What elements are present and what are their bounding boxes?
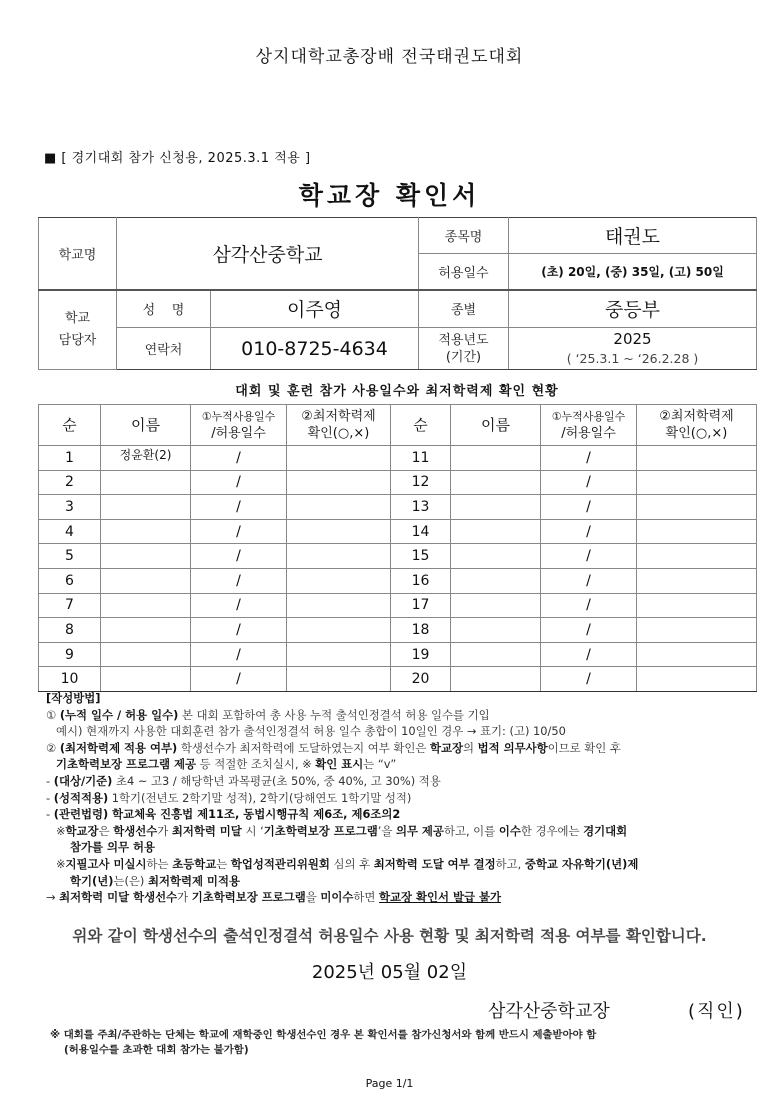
- issue-date: 2025년 05월 02일: [311, 962, 468, 983]
- person-name: 이주영: [211, 290, 419, 328]
- roster-row: [39, 642, 757, 667]
- roster-no: 12: [391, 470, 451, 495]
- name-label: 성 명: [117, 290, 211, 328]
- roster-no: 10: [39, 667, 101, 692]
- roster-min-check: [637, 470, 757, 495]
- roster-no: 9: [39, 642, 101, 667]
- roster-row: [39, 618, 757, 643]
- header-no: 순: [39, 405, 101, 446]
- roster-name: [101, 544, 191, 569]
- roster-no: 2: [39, 470, 101, 495]
- roster-row: [39, 470, 757, 495]
- roster-days: /: [541, 593, 637, 618]
- roster-min-check: [637, 667, 757, 692]
- roster-min-check: [637, 593, 757, 618]
- school-label: 학교명: [39, 218, 117, 290]
- roster-days: /: [541, 470, 637, 495]
- document-title: 학교장 확인서: [298, 181, 481, 210]
- roster-row: [39, 667, 757, 692]
- roster-days: /: [541, 667, 637, 692]
- roster-name: [451, 642, 541, 667]
- roster-name: [101, 667, 191, 692]
- instruction-note-1: ※학교장은 학생선수가 최저학력 미달 시 ‘기초학력보장 프로그램’을 의무 제공하고, 이를 이수한 경우에는 경기대회: [56, 823, 628, 838]
- roster-min-check: [287, 568, 391, 593]
- roster-name: [451, 519, 541, 544]
- header-name: 이름: [101, 405, 191, 446]
- roster-days: /: [191, 495, 287, 520]
- roster-no: 16: [391, 568, 451, 593]
- instruction-note-1-cont: 참가를 의무 허용: [70, 840, 155, 855]
- roster-header-row: [39, 405, 757, 446]
- roster-no: 13: [391, 495, 451, 520]
- roster-days: /: [541, 544, 637, 569]
- roster-days: /: [191, 642, 287, 667]
- person-label-line2: 담당자: [58, 332, 97, 348]
- roster-name: 정윤환(2): [101, 446, 191, 471]
- roster-no: 4: [39, 519, 101, 544]
- year-period: ( ‘25.3.1 ~ ‘26.2.28 ): [566, 350, 699, 366]
- roster-days: /: [191, 544, 287, 569]
- header-days-right: [541, 405, 637, 446]
- roster-no: 8: [39, 618, 101, 643]
- roster-no: 6: [39, 568, 101, 593]
- roster-name: [451, 593, 541, 618]
- roster-name: [101, 519, 191, 544]
- school-name: 삼각산중학교: [117, 218, 419, 290]
- roster-min-check: [637, 495, 757, 520]
- instruction-2-cont: 기초학력보장 프로그램 제공 등 적절한 조치실시, ※ 확인 표시는 “v”: [56, 757, 397, 772]
- roster-name: [451, 618, 541, 643]
- roster-name: [101, 618, 191, 643]
- person-label: [39, 290, 117, 370]
- roster-row: [39, 495, 757, 520]
- roster-name: [101, 642, 191, 667]
- roster-no: 19: [391, 642, 451, 667]
- roster-min-check: [637, 446, 757, 471]
- tournament-title: 상지대학교총장배 전국태권도대회: [255, 47, 524, 67]
- roster-days: /: [541, 618, 637, 643]
- roster-days: /: [541, 495, 637, 520]
- roster-days: /: [191, 519, 287, 544]
- roster-min-check: [287, 519, 391, 544]
- roster-name: [101, 495, 191, 520]
- roster-name: [451, 495, 541, 520]
- sport-label: 종목명: [419, 218, 509, 254]
- status-section-title: 대회 및 훈련 참가 사용일수와 최저학력제 확인 현황: [235, 384, 559, 399]
- instructions: [46, 690, 766, 906]
- instruction-1: ① (누적 일수 / 허용 일수) 본 대회 포함하여 총 사용 누적 출석인정결석 허용 일수를 기입: [46, 707, 490, 722]
- sport-name: 태권도: [509, 218, 757, 254]
- roster-min-check: [637, 618, 757, 643]
- roster-name: [101, 593, 191, 618]
- header-min-line1: ②최저학력제: [301, 409, 376, 424]
- footnote: [50, 1028, 760, 1058]
- roster-name: [101, 470, 191, 495]
- roster-no: 18: [391, 618, 451, 643]
- roster-min-check: [287, 618, 391, 643]
- roster-days: /: [191, 568, 287, 593]
- roster-no: 1: [39, 446, 101, 471]
- roster-row: [39, 544, 757, 569]
- year-label-line1: 적용년도: [438, 332, 489, 348]
- roster-days: /: [191, 593, 287, 618]
- header-days: [191, 405, 287, 446]
- instruction-note-2: ※지필고사 미실시하는 초등학교는 학업성적관리위원회 심의 후 최저학력 도달 여부 결정하고, 중학교 자유학기(년)제: [56, 856, 639, 871]
- roster-days: /: [541, 446, 637, 471]
- roster-name: [451, 544, 541, 569]
- info-table: [38, 217, 757, 370]
- roster-min-check: [287, 544, 391, 569]
- roster-name: [451, 470, 541, 495]
- confirm-statement: 위와 같이 학생선수의 출석인정결석 허용일수 사용 현황 및 최저학력 적용 여부를 확인합니다.: [72, 927, 707, 945]
- year-label: [419, 328, 509, 370]
- instruction-1-example: 예시) 현재까지 사용한 대회훈련 참가 출석인정결석 허용 일수 총합이 10일인 경우 → 표기: (고) 10/50: [56, 724, 566, 739]
- roster-min-check: [637, 568, 757, 593]
- roster-row: [39, 519, 757, 544]
- roster-min-check: [637, 544, 757, 569]
- category-value: 중등부: [509, 290, 757, 328]
- header-days-right-line2: /허용일수: [561, 426, 616, 441]
- roster-min-check: [287, 667, 391, 692]
- contact-value: 010-8725-4634: [211, 328, 419, 370]
- roster-name: [451, 667, 541, 692]
- roster-table: [38, 404, 757, 692]
- roster-name: [451, 446, 541, 471]
- header-no-right: 순: [391, 405, 451, 446]
- roster-name: [101, 568, 191, 593]
- header-name-right: 이름: [451, 405, 541, 446]
- header-min-right-line2: 확인(○,×): [665, 426, 728, 441]
- instruction-note-3: → 최저학력 미달 학생선수가 기초학력보장 프로그램을 미이수하면 학교장 확인서 발급 불가: [46, 890, 501, 905]
- header-days-right-line1: ①누적사용일수: [551, 410, 626, 423]
- roster-min-check: [287, 470, 391, 495]
- roster-days: /: [191, 667, 287, 692]
- roster-row: [39, 568, 757, 593]
- roster-min-check: [287, 495, 391, 520]
- roster-no: 15: [391, 544, 451, 569]
- year-label-line2: (기간): [445, 349, 482, 365]
- instruction-note-2-cont: 학기(년)는(은) 최저학력제 미적용: [70, 873, 240, 888]
- header-min-right-line1: ②최저학력제: [659, 409, 734, 424]
- header-days-line1: ①누적사용일수: [201, 410, 276, 423]
- roster-no: 11: [391, 446, 451, 471]
- roster-no: 7: [39, 593, 101, 618]
- form-note: ■ [ 경기대회 참가 신청용, 2025.3.1 적용 ]: [44, 151, 311, 166]
- instruction-detail-law: - (관련법령) 학교체육 진흥법 제11조, 동법시행규칙 제6조, 제6조의2: [46, 807, 401, 822]
- roster-no: 14: [391, 519, 451, 544]
- instructions-title: [작성방법]: [46, 691, 101, 705]
- roster-row: [39, 593, 757, 618]
- page-number: Page 1/1: [365, 1077, 414, 1090]
- instruction-detail-target: - (대상/기준) 초4 ~ 고3 / 해당학년 과목평균(초 50%, 중 40%, 고 30%) 적용: [46, 773, 441, 788]
- roster-min-check: [637, 642, 757, 667]
- roster-no: 3: [39, 495, 101, 520]
- allowed-days-label: 허용일수: [419, 254, 509, 290]
- signature-seal: (직인): [688, 1001, 745, 1022]
- roster-min-check: [287, 446, 391, 471]
- roster-min-check: [287, 593, 391, 618]
- roster-days: /: [541, 568, 637, 593]
- roster-days: /: [541, 642, 637, 667]
- roster-days: /: [191, 446, 287, 471]
- header-min-line2: 확인(○,×): [307, 426, 370, 441]
- footnote-line2: (허용일수를 초과한 대회 참가는 불가함): [64, 1044, 249, 1056]
- instruction-detail-grades: - (성적적용) 1학기(전년도 2학기말 성적), 2학기(당해연도 1학기말 성적): [46, 790, 412, 805]
- header-days-line2: /허용일수: [211, 426, 266, 441]
- instruction-2: ② (최저학력제 적용 여부) 학생선수가 최저학력에 도달하였는지 여부 확인은 학교장의 법적 의무사항이므로 확인 후: [46, 740, 621, 755]
- roster-no: 20: [391, 667, 451, 692]
- roster-days: /: [541, 519, 637, 544]
- roster-row: [39, 446, 757, 471]
- header-min: [287, 405, 391, 446]
- year-value: 2025: [613, 329, 652, 348]
- header-min-right: [637, 405, 757, 446]
- roster-min-check: [287, 642, 391, 667]
- allowed-days-value: (초) 20일, (중) 35일, (고) 50일: [509, 254, 757, 290]
- year-cell: [509, 328, 757, 370]
- roster-name: [451, 568, 541, 593]
- roster-no: 17: [391, 593, 451, 618]
- person-label-line1: 학교: [64, 310, 91, 326]
- roster-days: /: [191, 618, 287, 643]
- roster-no: 5: [39, 544, 101, 569]
- contact-label: 연락처: [117, 328, 211, 370]
- footnote-line1: ※ 대회를 주최/주관하는 단체는 학교에 재학중인 학생선수인 경우 본 확인서를 참가신청서와 함께 반드시 제출받아야 함: [50, 1029, 597, 1041]
- roster-min-check: [637, 519, 757, 544]
- signature-school: 삼각산중학교장: [488, 1001, 610, 1022]
- category-label: 종별: [419, 290, 509, 328]
- roster-days: /: [191, 470, 287, 495]
